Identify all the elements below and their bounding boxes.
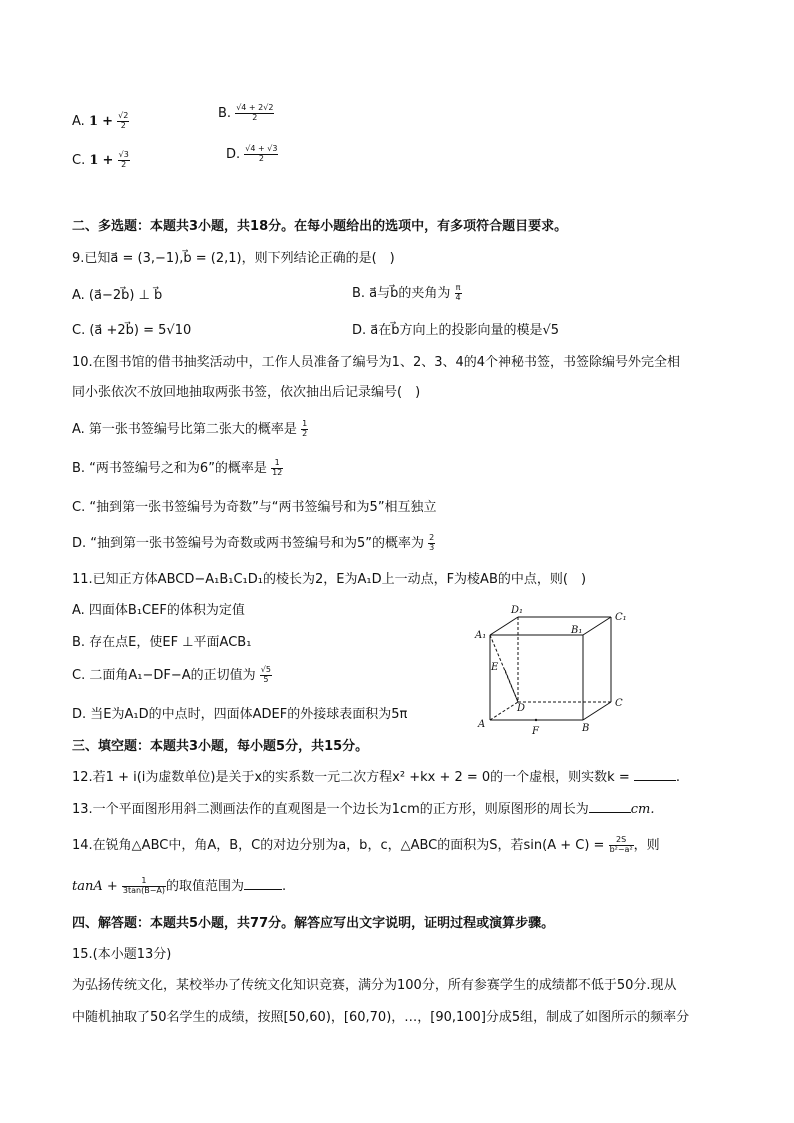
q12-text: 12.若1 + i(i为虚数单位)是关于x的实系数一元二次方程x² +kx + 2 = 0的一个虚根，则实数k = .: [72, 770, 681, 785]
edge-ad: [490, 702, 518, 720]
edge-a1d1: [490, 617, 518, 635]
q9-option-d: D. a⃗在b⃗方向上的投影向量的模是√5: [352, 323, 560, 338]
label-d1: D₁: [511, 605, 524, 616]
q9-option-c: C. (a⃗ +2b⃗) = 5√10: [72, 323, 192, 338]
q8-option-d: D. $\frac{√4 + √3}{2}$: [226, 144, 278, 163]
edge-b1c1: [583, 617, 611, 635]
q11-option-c: C. 二面角A₁−DF−A的正切值为 $\frac{√5}{5}$: [72, 665, 271, 684]
section4-heading: 四、解答题：本题共5小题，共77分。解答应写出文字说明，证明过程或演算步骤。: [72, 916, 555, 931]
label-d: D: [517, 703, 526, 714]
q11-stem: 11.已知正方体ABCD−A₁B₁C₁D₁的棱长为2，E为A₁D上一动点，F为棱AB的中点，则( ): [72, 572, 587, 587]
cube-diagram: [470, 600, 640, 740]
point-f: [535, 719, 537, 721]
q13-text: 13.一个平面图形用斜二测画法作的直观图是一个边长为1cm的正方形，则原图形的周长为 cm.: [72, 802, 655, 817]
q8-option-b: B. $\frac{√4 + 2√2}{2}$: [218, 103, 274, 122]
q8-option-a: A. 1 + $\frac{√2}{2}$: [72, 111, 129, 130]
q10-option-b: B. “两书签编号之和为6”的概率是 $\frac{1}{12}$: [72, 458, 283, 477]
q14-line1: 14.在锐角△ABC中，角A，B，C的对边分别为a，b，c，△ABC的面积为S，若sin(A + C) = $\frac{2S}{\text{b²−a²}}$ ，则: [72, 835, 660, 854]
section3-heading: 三、填空题：本题共3小题，每小题5分，共15分。: [72, 739, 369, 754]
q10-option-a: A. 第一张书签编号比第二张大的概率是 $\frac{1}{2}$: [72, 419, 308, 438]
q14-line2: tanA + $\frac{1}{3\tan(B-A)}$ 的取值范围为 .: [72, 876, 287, 895]
label-e: E: [491, 662, 499, 673]
q9-option-a: A. (a⃗−2b⃗) ⊥ b⃗: [72, 288, 163, 303]
section2-heading: 二、多选题：本题共3小题，共18分。在每小题给出的选项中，有多项符合题目要求。: [72, 219, 568, 234]
q15-line2: 中随机抽取了50名学生的成绩，按照[50,60)，[60,70)，…，[90,100]分成5组，制成了如图所示的频率分: [72, 1010, 690, 1025]
q10-stem-line1: 10.在图书馆的借书抽奖活动中，工作人员准备了编号为1、2、3、4的4个神秘书签，书签除编号外完全相: [72, 355, 681, 370]
q9-option-b: B. a⃗与b⃗的夹角为 $\frac{\pi}{4}$: [352, 283, 461, 302]
label-b1: B₁: [571, 625, 583, 636]
q10-option-d: D. “抽到第一张书签编号为奇数或两书签编号和为5”的概率为 $\frac{2}{3}$: [72, 533, 435, 552]
label-b: B: [582, 723, 590, 734]
label-a: A: [478, 719, 486, 730]
q11-option-d: D. 当E为A₁D的中点时，四面体ADEF的外接球表面积为5π: [72, 707, 408, 722]
q15-line1: 为弘扬传统文化，某校举办了传统文化知识竞赛，满分为100分，所有参赛学生的成绩都不低于50分.现从: [72, 978, 677, 993]
q10-stem-line2: 同小张依次不放回地抽取两张书签，依次抽出后记录编号( ): [72, 385, 421, 400]
q10-option-c: C. “抽到第一张书签编号为奇数”与“两书签编号和为5”相互独立: [72, 500, 437, 515]
q9-stem: 9.已知a⃗ = (3,−1),b⃗ = (2,1)，则下列结论正确的是( ): [72, 251, 395, 266]
q8-option-c: C. 1 + $\frac{√3}{2}$: [72, 150, 129, 169]
q15-title: 15.(本小题13分): [72, 947, 172, 962]
q11-option-a: A. 四面体B₁CEF的体积为定值: [72, 603, 245, 618]
label-c: C: [615, 698, 623, 709]
label-a1: A₁: [475, 630, 487, 641]
label-f: F: [532, 726, 539, 737]
q11-option-b: B. 存在点E，使EF ⊥平面ACB₁: [72, 635, 252, 650]
label-c1: C₁: [615, 612, 627, 623]
edge-bc: [583, 702, 611, 720]
